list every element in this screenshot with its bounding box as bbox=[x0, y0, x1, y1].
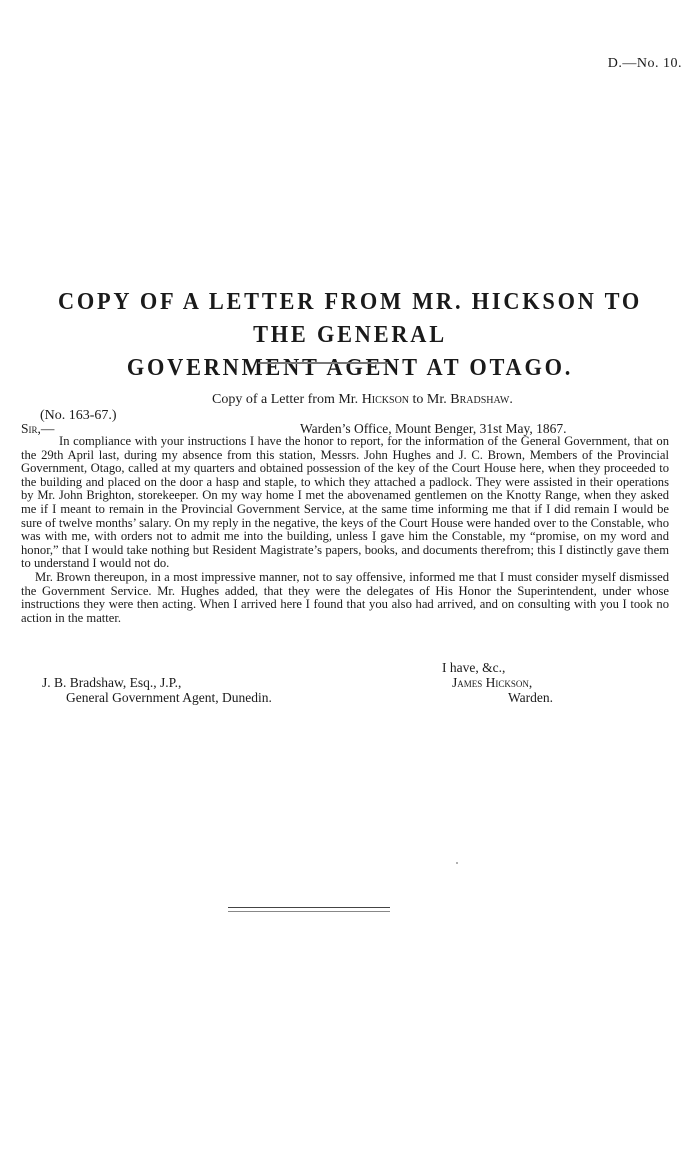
signature-name: James Hickson, bbox=[452, 675, 533, 690]
subtitle-mid: to Mr. bbox=[412, 392, 447, 407]
page-reference: D.—No. 10. bbox=[607, 56, 682, 71]
subtitle-to: Bradshaw. bbox=[450, 392, 513, 407]
document-title bbox=[43, 286, 657, 385]
signature-title: Warden. bbox=[508, 690, 554, 705]
letter-paragraph-2: Mr. Brown thereupon, in a most impressive manner, not to say offensive, informed me that I must consider myself dismissed the Government Service. Mr. Hughes added, that they were the delegates of His Honor the Superintendent, under whose instructions they were then acting. When I arrived here I found that you also had arrived, and on consulting with you I took no action in the matter. bbox=[21, 569, 669, 625]
letter-reference-number: (No. 163-67.) bbox=[40, 408, 117, 423]
paper-speck bbox=[456, 862, 458, 864]
letter-paragraph-1: In compliance with your instructions I have the honor to report, for the information of the General Government, that on the 29th April last, during my absence from this station, Messrs. John Hughes and J. C. Brown, Members of the Provincial Government, Otago, called at my quarters and obtained possession of the key of the Court House here, when they proceeded to the building and placed on the door a hasp and staple, to which they attached a padlock. They were assisted in their operations by Mr. John Brighton, storekeeper. On my way home I met the abovenamed gentlemen on the Knotty Range, when they asked me if I meant to remain in the Provincial Government Service, at the same time informing me that if I did remain I would be sure of twelve months’ salary. On my reply in the negative, the keys of the Court House were handed over to the Constable, who was with me, with orders not to admit me into the building, unless I gave him the Constable, my “promise, on my word and honor,” that I would take nothing but Resident Magistrate’s papers, books, and documents therefrom; this I distinctly gave them to understand I would not do. bbox=[21, 434, 669, 571]
letter-closing: I have, &c., bbox=[442, 660, 506, 675]
subtitle-prefix: Copy of a Letter from Mr. bbox=[212, 392, 359, 407]
end-divider-underline bbox=[228, 911, 390, 912]
subtitle-from: Hickson bbox=[361, 392, 410, 407]
letter-salutation: Sir,— bbox=[21, 421, 55, 436]
addressee-title: General Government Agent, Dunedin. bbox=[66, 690, 272, 705]
document-title-line-2: GOVERNMENT AGENT AT OTAGO. bbox=[126, 355, 574, 381]
title-divider bbox=[258, 362, 388, 364]
end-divider bbox=[228, 907, 390, 908]
letter-dateline: Warden’s Office, Mount Benger, 31st May, 1867. bbox=[300, 421, 567, 436]
letter-body bbox=[21, 435, 669, 625]
addressee-name: J. B. Bradshaw, Esq., J.P., bbox=[42, 675, 182, 690]
letter-subtitle bbox=[212, 392, 513, 408]
document-title-line-1: COPY OF A LETTER FROM MR. HICKSON TO THE GENERAL bbox=[57, 289, 643, 348]
